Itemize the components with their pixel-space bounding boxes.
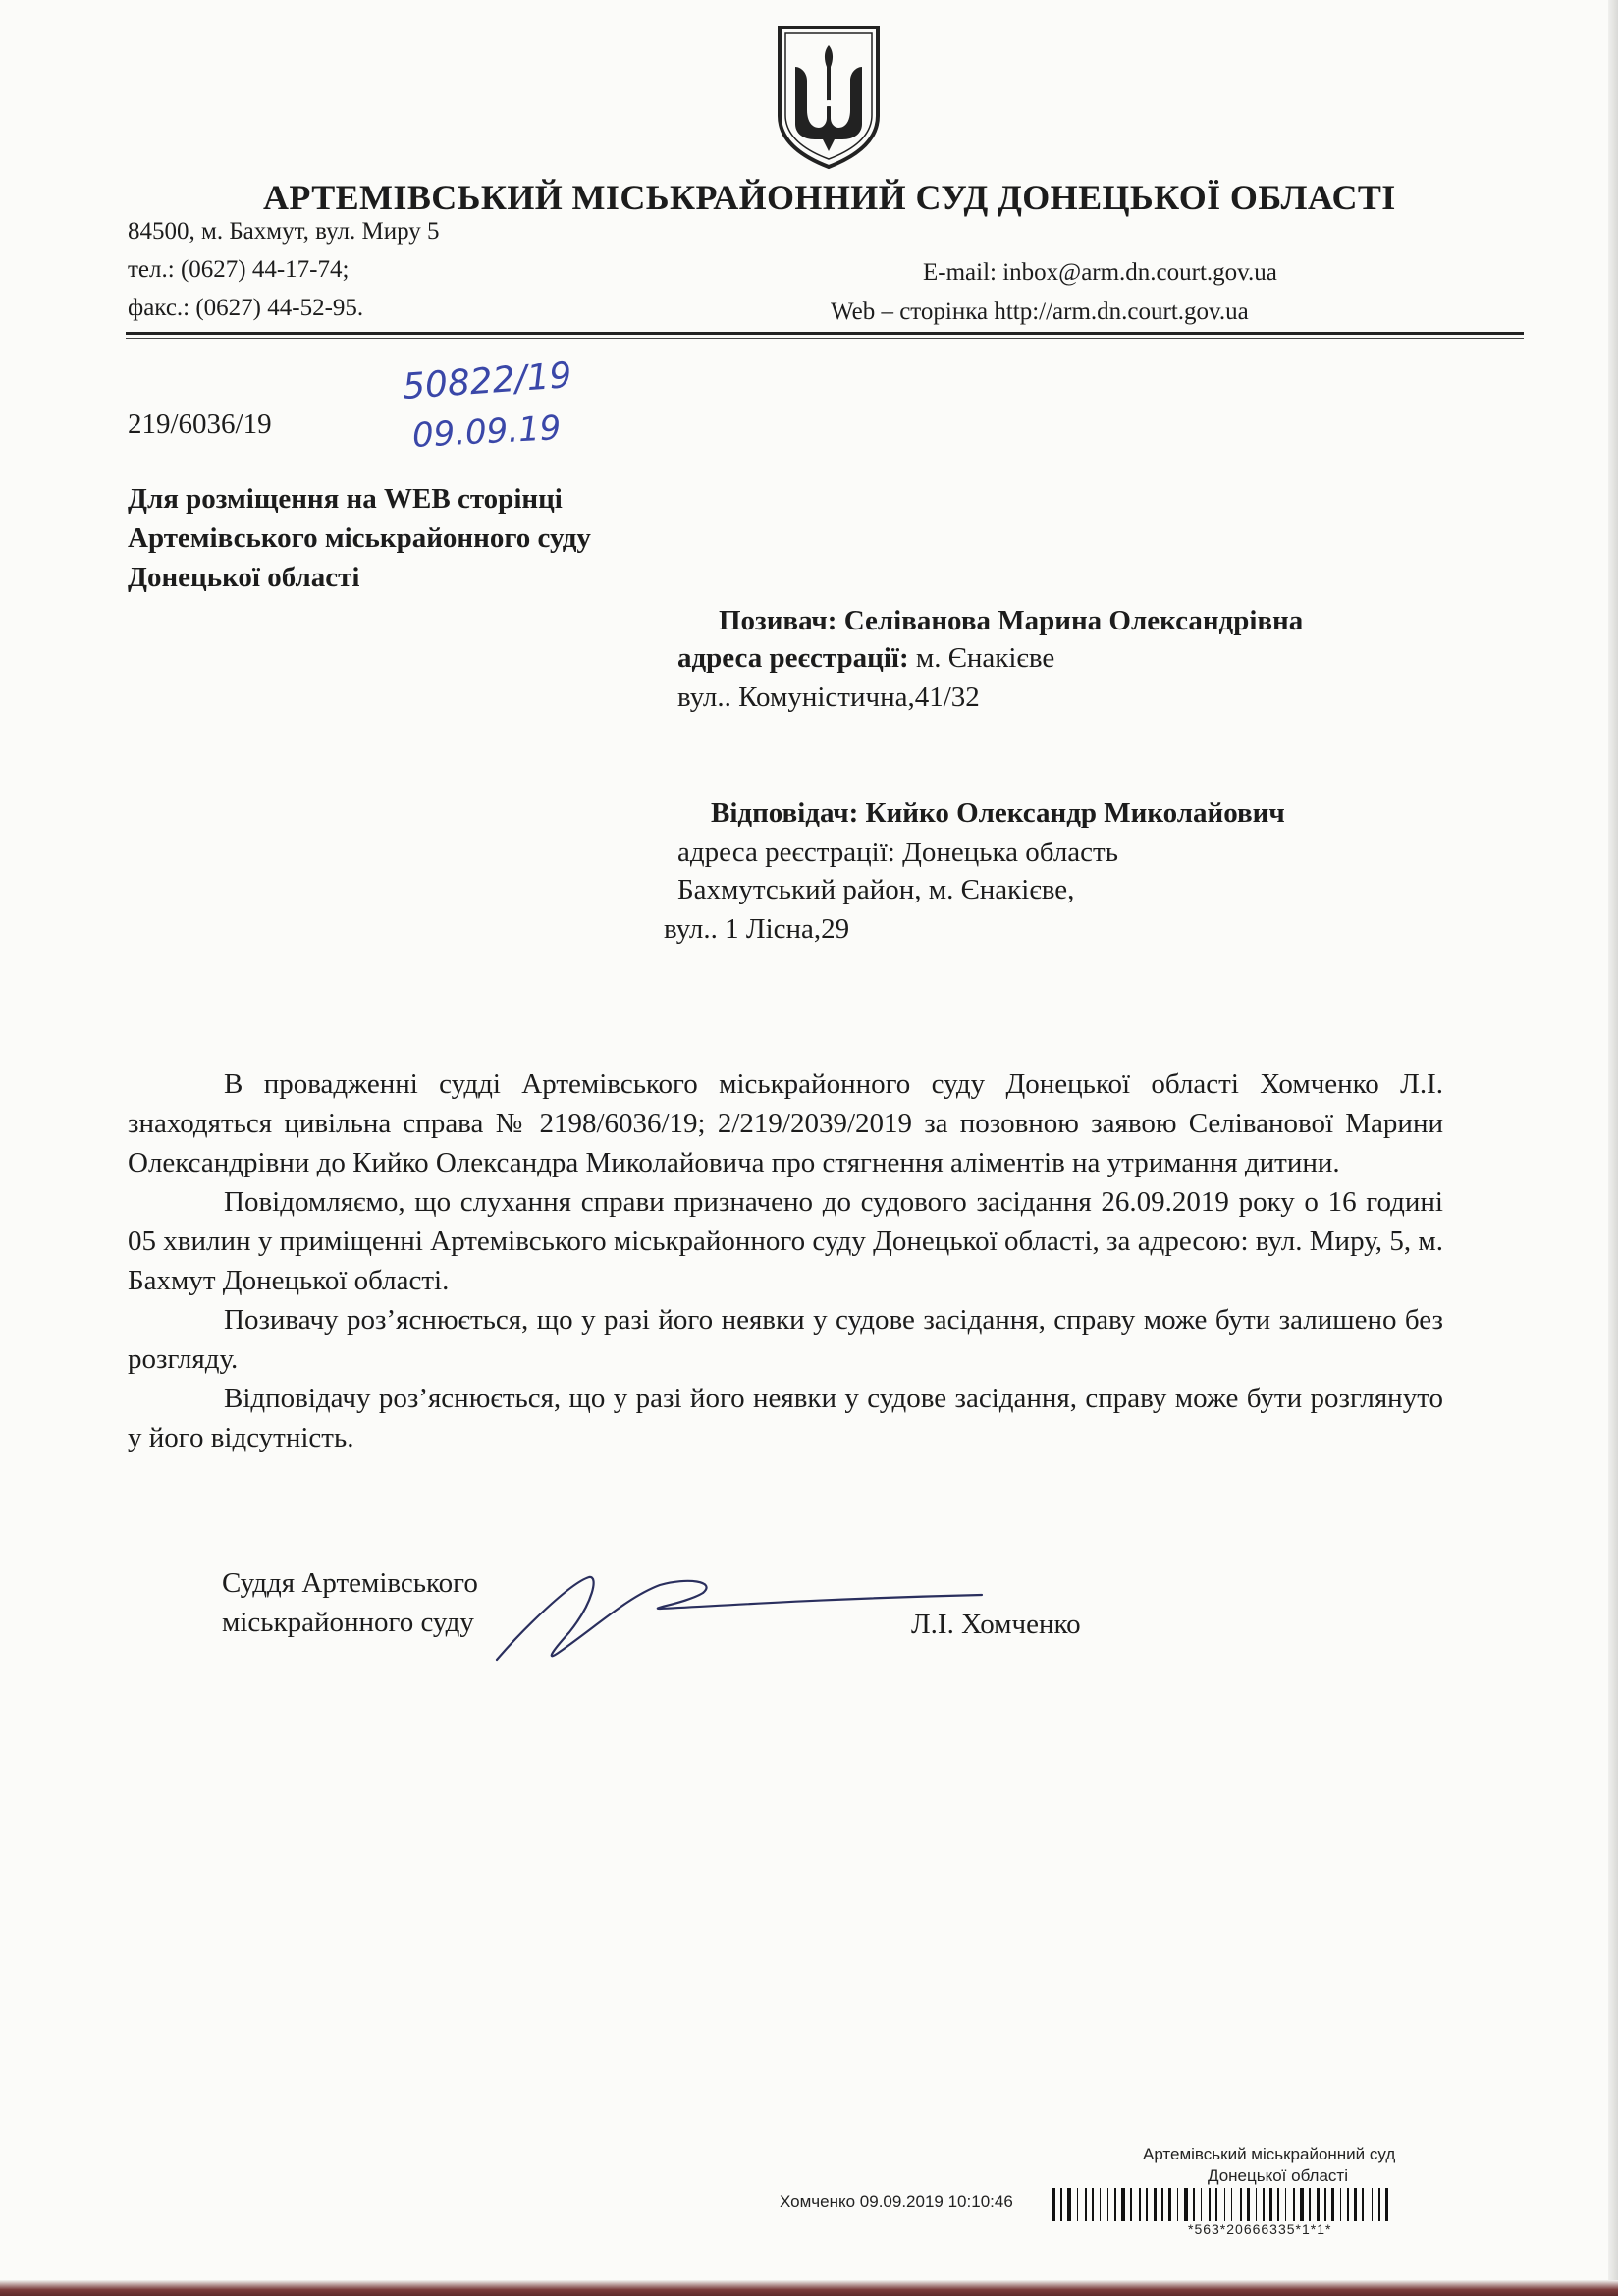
notice-paragraph-4: Відповідачу роз’яснюється, що у разі його неявки у судове засідання, справу може бути розглянуто у його відсутність. xyxy=(128,1383,1443,1453)
barcode-bar xyxy=(1201,2188,1202,2221)
defendant-address-line-1: адреса реєстрації: Донецька область xyxy=(677,837,1118,868)
notice-paragraph-2: Повідомляємо, що слухання справи призначено до судового засідання 26.09.2019 року о 16 годині 05 хвилин у приміщенні Артемівського міськрайонного суду Донецької області, за адресою: вул. Миру, 5, м. Бахмут Донецької області. xyxy=(128,1186,1443,1296)
recipient-line-3: Донецької області xyxy=(128,562,360,593)
barcode-bar xyxy=(1092,2188,1094,2221)
court-name-heading: АРТЕМІВСЬКИЙ МІСЬКРАЙОННИЙ СУД ДОНЕЦЬКОЇ ОБЛАСТІ xyxy=(263,178,1396,217)
barcode-bar xyxy=(1114,2188,1116,2221)
stamp-registration-entry: Хомченко 09.09.2019 10:10:46 xyxy=(780,2192,1013,2211)
barcode-bar xyxy=(1215,2188,1217,2221)
court-fax: факс.: (0627) 44-52-95. xyxy=(128,295,364,321)
barcode-bar xyxy=(1240,2188,1242,2221)
barcode-bar xyxy=(1161,2188,1163,2221)
barcode-bar xyxy=(1100,2188,1101,2221)
plaintiff-block xyxy=(719,605,1303,637)
barcode-bar xyxy=(1372,2188,1373,2221)
barcode-bar xyxy=(1331,2188,1334,2221)
header-rule-thin xyxy=(126,338,1524,339)
header-rule xyxy=(126,332,1524,335)
signer-title-line-1: Суддя Артемівського xyxy=(222,1567,478,1599)
barcode-bar xyxy=(1285,2188,1286,2221)
barcode-bar xyxy=(1209,2188,1211,2221)
plaintiff-address-label: адреса реєстрації: xyxy=(677,642,909,674)
plaintiff-name: Селіванова Марина Олександрівна xyxy=(843,605,1304,636)
court-web: Web – сторінка http://arm.dn.court.gov.ua xyxy=(831,299,1249,325)
barcode-bar xyxy=(1378,2188,1380,2221)
handwritten-registration-date: 09.09.19 xyxy=(411,409,563,456)
recipient-line-2: Артемівського міськрайонного суду xyxy=(128,522,591,554)
barcode-bar xyxy=(1184,2188,1188,2221)
barcode-bar xyxy=(1077,2188,1078,2221)
barcode-bar xyxy=(1324,2188,1326,2221)
plaintiff-address-street: вул.. Комуністична,41/32 xyxy=(677,682,980,713)
barcode-bar xyxy=(1139,2188,1141,2221)
barcode-bar xyxy=(1354,2188,1357,2221)
barcode-bar xyxy=(1085,2188,1087,2221)
court-email: E-mail: inbox@arm.dn.court.gov.ua xyxy=(923,259,1277,286)
barcode-bar xyxy=(1107,2188,1108,2221)
barcode-icon xyxy=(1052,2188,1524,2223)
barcode-bar xyxy=(1231,2188,1232,2221)
stamp-court-line-2: Донецької області xyxy=(1208,2166,1348,2185)
barcode-bar xyxy=(1247,2188,1250,2221)
court-phone: тел.: (0627) 44-17-74; xyxy=(128,256,350,283)
barcode-bar xyxy=(1340,2188,1341,2221)
defendant-label: Відповідач: xyxy=(711,797,859,829)
barcode-bar xyxy=(1293,2188,1295,2221)
defendant-block xyxy=(711,797,1285,830)
barcode-bar xyxy=(1362,2188,1364,2221)
barcode-bar xyxy=(1300,2188,1304,2221)
barcode-text: *563*20666335*1*1* xyxy=(1188,2221,1332,2237)
barcode-bar xyxy=(1317,2188,1320,2221)
scan-edge xyxy=(1608,0,1618,2296)
recipient-line-1: Для розміщення на WEB сторінці xyxy=(128,483,563,515)
plaintiff-address-city: м. Єнакієве xyxy=(915,642,1055,674)
stamp-court-line-1: Артемівський міськрайонний суд xyxy=(1143,2145,1396,2163)
barcode-bar xyxy=(1067,2188,1071,2221)
handwritten-registration-number: 50822/19 xyxy=(401,355,573,408)
barcode-bar xyxy=(1146,2188,1148,2221)
coat-of-arms-icon xyxy=(772,22,886,171)
plaintiff-label: Позивач: xyxy=(719,605,837,636)
notice-paragraph-3: Позивачу роз’яснюється, що у разі його неявки у судове засідання, справу може бути залишено без розгляду. xyxy=(128,1304,1443,1375)
signer-name: Л.І. Хомченко xyxy=(911,1609,1081,1640)
barcode-bar xyxy=(1269,2188,1272,2221)
notice-body xyxy=(128,1065,1443,1457)
barcode-bar xyxy=(1060,2188,1062,2221)
defendant-name: Кийко Олександр Миколайович xyxy=(865,797,1285,829)
notice-paragraph-1: В провадженні судді Артемівського міськрайонного суду Донецької області Хомченко Л.І. знаходяться цивільна справа № 2198/6036/19; 2/219/2039/2019 за позовною заявою Селіванової Марини Олександрівни до Кийко Олександра Миколайовича про стягнення аліментів на утримання дитини. xyxy=(128,1068,1443,1178)
handwritten-signature xyxy=(491,1563,1001,1671)
barcode-bar xyxy=(1121,2188,1125,2221)
barcode-bar xyxy=(1052,2188,1055,2221)
barcode-bar xyxy=(1277,2188,1279,2221)
barcode-bar xyxy=(1385,2188,1388,2221)
signer-title-line-2: міськрайонного суду xyxy=(222,1607,474,1638)
defendant-address-line-3: вул.. 1 Лісна,29 xyxy=(664,913,850,945)
barcode-bar xyxy=(1256,2188,1257,2221)
barcode-bar xyxy=(1154,2188,1157,2221)
barcode-bar xyxy=(1177,2188,1178,2221)
barcode-bar xyxy=(1347,2188,1349,2221)
plaintiff-address-block xyxy=(677,642,1054,675)
barcode-bar xyxy=(1263,2188,1265,2221)
court-address: 84500, м. Бахмут, вул. Миру 5 xyxy=(128,218,440,245)
barcode-bar xyxy=(1168,2188,1171,2221)
barcode-bar xyxy=(1193,2188,1195,2221)
barcode-bar xyxy=(1130,2188,1132,2221)
case-number: 219/6036/19 xyxy=(128,409,272,440)
barcode-bar xyxy=(1309,2188,1311,2221)
scan-bottom-edge xyxy=(0,2280,1618,2296)
barcode-bar xyxy=(1224,2188,1225,2221)
defendant-address-line-2: Бахмутський район, м. Єнакієве, xyxy=(677,874,1075,905)
